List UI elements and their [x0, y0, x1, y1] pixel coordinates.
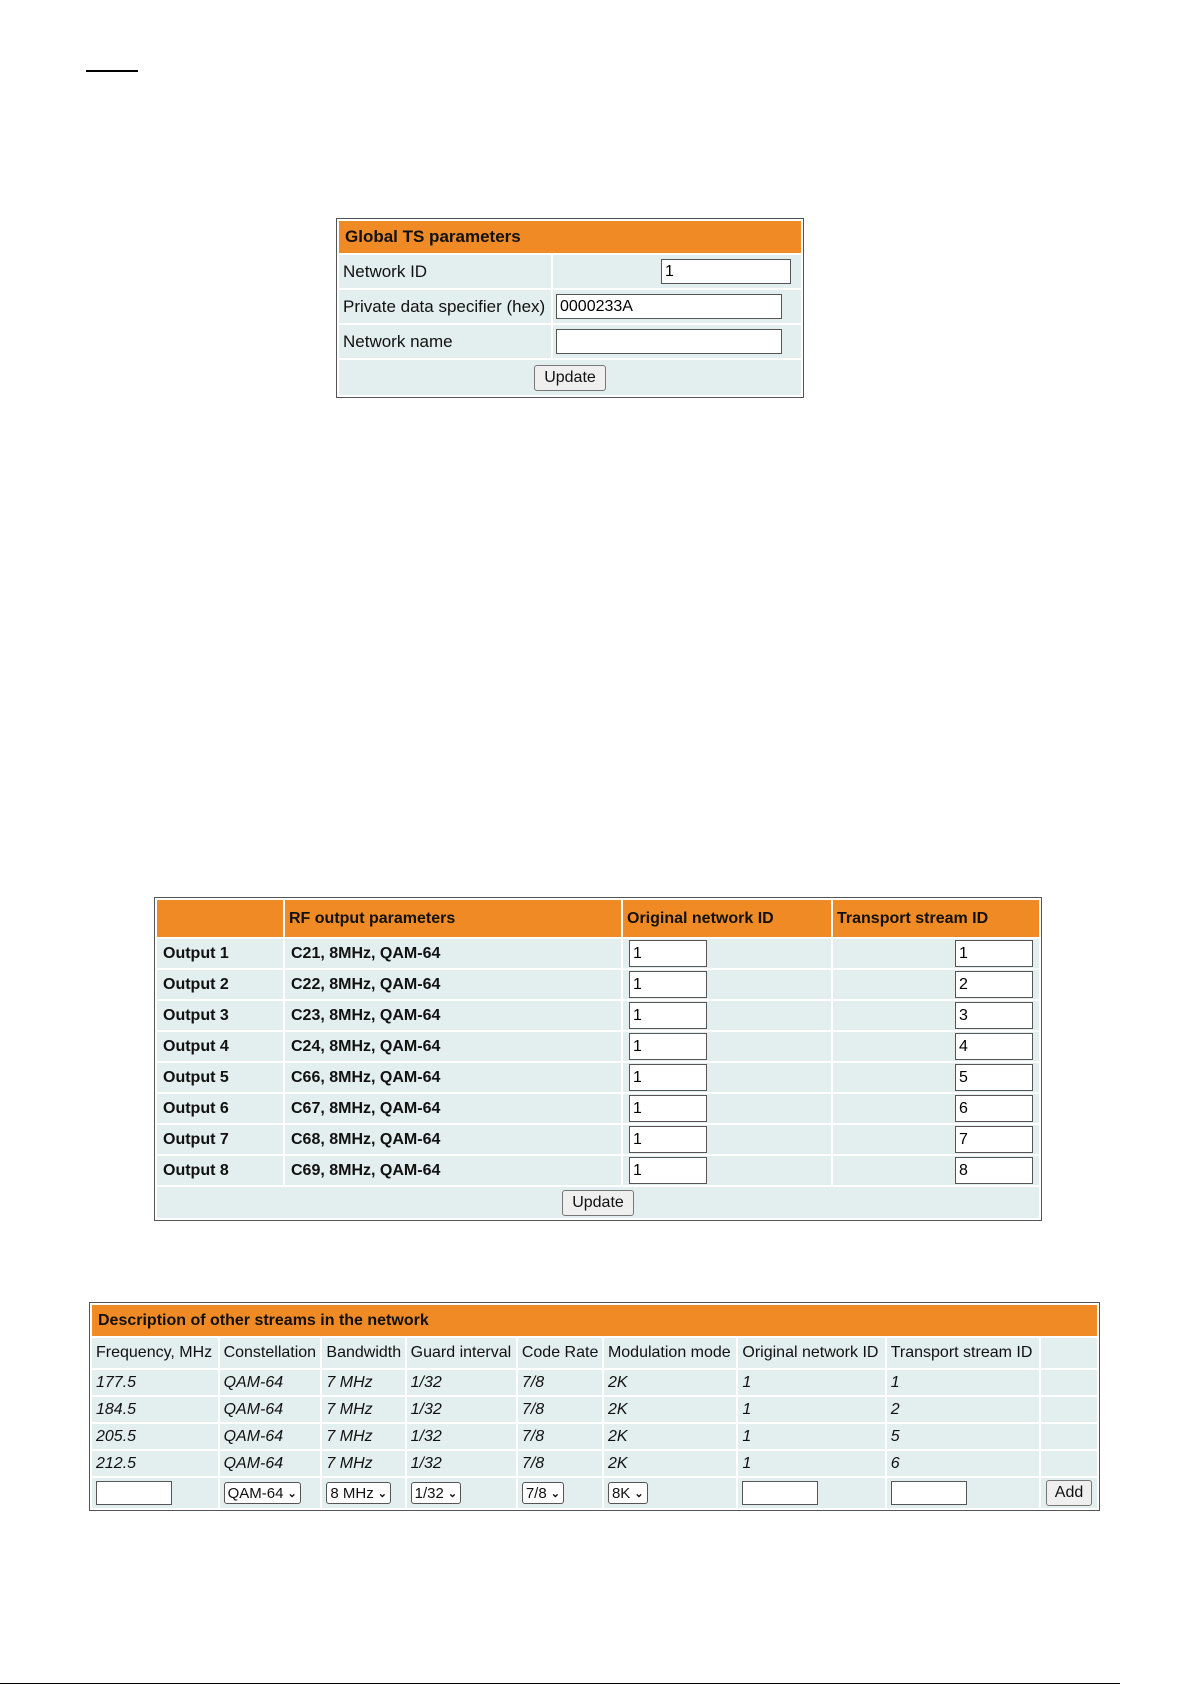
- rf-onid-input[interactable]: [629, 1033, 707, 1060]
- rf-tsid-input[interactable]: [955, 1157, 1033, 1184]
- rf-tsid-input[interactable]: [955, 940, 1033, 967]
- new-onid-input[interactable]: [742, 1481, 818, 1505]
- stream-cell: QAM-64: [220, 1424, 321, 1449]
- chevron-down-icon: ⌄: [634, 1487, 644, 1500]
- stream-cell: 1/32: [407, 1397, 516, 1422]
- stream-cell: 1: [738, 1451, 884, 1476]
- rf-row: [157, 1032, 1039, 1061]
- stream-cell: 2K: [604, 1397, 736, 1422]
- code-rate-select[interactable]: [522, 1482, 564, 1504]
- rf-row: [157, 970, 1039, 999]
- constellation-select-value: QAM-64: [227, 1484, 284, 1502]
- new-frequency-input[interactable]: [96, 1481, 172, 1505]
- rf-onid-input[interactable]: [629, 1157, 707, 1184]
- rf-output-params: C21, 8MHz, QAM-64: [285, 939, 621, 968]
- stream-cell: 5: [887, 1424, 1039, 1449]
- rf-onid-input[interactable]: [629, 1095, 707, 1122]
- global-ts-panel: [336, 218, 804, 398]
- rf-row: [157, 1125, 1039, 1154]
- stream-cell: 7 MHz: [322, 1424, 404, 1449]
- new-tsid-input[interactable]: [891, 1481, 967, 1505]
- chevron-down-icon: ⌄: [287, 1487, 297, 1500]
- network-name-input[interactable]: [556, 329, 782, 354]
- other-streams-column-header: Original network ID: [738, 1338, 884, 1368]
- rf-tsid-input[interactable]: [955, 1002, 1033, 1029]
- stream-row: [92, 1424, 1097, 1449]
- other-streams-panel: [89, 1302, 1100, 1511]
- rf-output-label: Output 7: [157, 1125, 283, 1154]
- rf-row: [157, 939, 1039, 968]
- modulation-mode-select[interactable]: [608, 1482, 648, 1504]
- stream-cell: 1/32: [407, 1424, 516, 1449]
- rf-header-params: RF output parameters: [285, 900, 621, 937]
- rf-row: [157, 1156, 1039, 1185]
- rf-tsid-input[interactable]: [955, 1095, 1033, 1122]
- stream-cell: 7/8: [518, 1370, 602, 1395]
- rf-tsid-input[interactable]: [955, 1033, 1033, 1060]
- rf-output-params: C67, 8MHz, QAM-64: [285, 1094, 621, 1123]
- rf-tsid-input[interactable]: [955, 971, 1033, 998]
- rf-output-params: C24, 8MHz, QAM-64: [285, 1032, 621, 1061]
- stream-cell-empty: [1041, 1424, 1097, 1449]
- private-data-specifier-input[interactable]: [556, 294, 782, 319]
- stream-cell: 1: [738, 1424, 884, 1449]
- stream-cell: 205.5: [92, 1424, 218, 1449]
- rf-output-label: Output 8: [157, 1156, 283, 1185]
- rf-header-tsid: Transport stream ID: [833, 900, 1039, 937]
- other-streams-column-header: Constellation: [220, 1338, 321, 1368]
- stream-cell: 7 MHz: [322, 1397, 404, 1422]
- stream-cell: 177.5: [92, 1370, 218, 1395]
- other-streams-column-header: Code Rate: [518, 1338, 602, 1368]
- rf-update-button[interactable]: Update: [562, 1190, 634, 1216]
- guard-interval-select[interactable]: [411, 1482, 461, 1504]
- other-streams-column-header: Modulation mode: [604, 1338, 736, 1368]
- bandwidth-select[interactable]: [326, 1482, 391, 1504]
- rf-header-output: [157, 900, 283, 937]
- other-streams-column-header: Bandwidth: [322, 1338, 404, 1368]
- rf-onid-input[interactable]: [629, 1002, 707, 1029]
- stream-cell: 2K: [604, 1370, 736, 1395]
- stream-cell: 1/32: [407, 1451, 516, 1476]
- rf-onid-input[interactable]: [629, 1126, 707, 1153]
- stream-cell: 7/8: [518, 1451, 602, 1476]
- rf-tsid-input[interactable]: [955, 1126, 1033, 1153]
- rf-onid-input[interactable]: [629, 1064, 707, 1091]
- rf-onid-input[interactable]: [629, 940, 707, 967]
- other-streams-column-header: Transport stream ID: [887, 1338, 1039, 1368]
- stream-cell: 2K: [604, 1424, 736, 1449]
- chevron-down-icon: ⌄: [377, 1487, 387, 1500]
- rf-output-params: C22, 8MHz, QAM-64: [285, 970, 621, 999]
- rf-output-params: C66, 8MHz, QAM-64: [285, 1063, 621, 1092]
- rf-output-label: Output 6: [157, 1094, 283, 1123]
- private-data-specifier-label: Private data specifier (hex): [339, 290, 551, 323]
- stream-cell-empty: [1041, 1451, 1097, 1476]
- page-bottom-rule: [0, 1683, 1120, 1684]
- stream-cell: QAM-64: [220, 1370, 321, 1395]
- modulation-mode-select-value: 8K: [611, 1484, 631, 1502]
- stream-cell: 1: [738, 1370, 884, 1395]
- chevron-down-icon: ⌄: [550, 1487, 560, 1500]
- rf-row: [157, 1094, 1039, 1123]
- network-name-label: Network name: [339, 325, 551, 358]
- global-ts-update-button[interactable]: Update: [534, 365, 606, 391]
- stream-cell: 2K: [604, 1451, 736, 1476]
- rf-row: [157, 1001, 1039, 1030]
- other-streams-column-header: Guard interval: [407, 1338, 516, 1368]
- other-streams-title: Description of other streams in the network: [92, 1305, 1097, 1336]
- network-id-label: Network ID: [339, 255, 551, 288]
- stream-cell-empty: [1041, 1370, 1097, 1395]
- guard-interval-select-value: 1/32: [414, 1484, 444, 1502]
- network-id-input[interactable]: [661, 259, 791, 284]
- rf-output-label: Output 1: [157, 939, 283, 968]
- top-underline-mark: [86, 70, 138, 72]
- other-streams-column-header: Frequency, MHz: [92, 1338, 218, 1368]
- add-stream-button[interactable]: Add: [1046, 1480, 1092, 1506]
- global-ts-title: Global TS parameters: [339, 221, 801, 253]
- stream-cell: 7 MHz: [322, 1370, 404, 1395]
- rf-output-params: C68, 8MHz, QAM-64: [285, 1125, 621, 1154]
- stream-cell: QAM-64: [220, 1397, 321, 1422]
- stream-cell: 1: [887, 1370, 1039, 1395]
- stream-cell: 1: [738, 1397, 884, 1422]
- other-streams-column-header-empty: [1041, 1338, 1097, 1368]
- rf-output-params: C23, 8MHz, QAM-64: [285, 1001, 621, 1030]
- stream-cell: 7/8: [518, 1397, 602, 1422]
- rf-output-label: Output 3: [157, 1001, 283, 1030]
- stream-cell: 2: [887, 1397, 1039, 1422]
- stream-cell-empty: [1041, 1397, 1097, 1422]
- stream-cell: 6: [887, 1451, 1039, 1476]
- rf-header-onid: Original network ID: [623, 900, 831, 937]
- stream-cell: 212.5: [92, 1451, 218, 1476]
- constellation-select[interactable]: [224, 1482, 301, 1504]
- code-rate-select-value: 7/8: [525, 1484, 547, 1502]
- stream-cell: 7/8: [518, 1424, 602, 1449]
- rf-output-label: Output 5: [157, 1063, 283, 1092]
- bandwidth-select-value: 8 MHz: [330, 1484, 374, 1502]
- stream-cell: 184.5: [92, 1397, 218, 1422]
- stream-row: [92, 1451, 1097, 1476]
- rf-output-label: Output 4: [157, 1032, 283, 1061]
- stream-row: [92, 1370, 1097, 1395]
- rf-output-params: C69, 8MHz, QAM-64: [285, 1156, 621, 1185]
- rf-output-label: Output 2: [157, 970, 283, 999]
- chevron-down-icon: ⌄: [447, 1487, 458, 1500]
- rf-row: [157, 1063, 1039, 1092]
- stream-cell: 7 MHz: [322, 1451, 404, 1476]
- rf-onid-input[interactable]: [629, 971, 707, 998]
- rf-output-panel: [154, 897, 1042, 1221]
- stream-cell: QAM-64: [220, 1451, 321, 1476]
- rf-tsid-input[interactable]: [955, 1064, 1033, 1091]
- stream-row: [92, 1397, 1097, 1422]
- stream-cell: 1/32: [407, 1370, 516, 1395]
